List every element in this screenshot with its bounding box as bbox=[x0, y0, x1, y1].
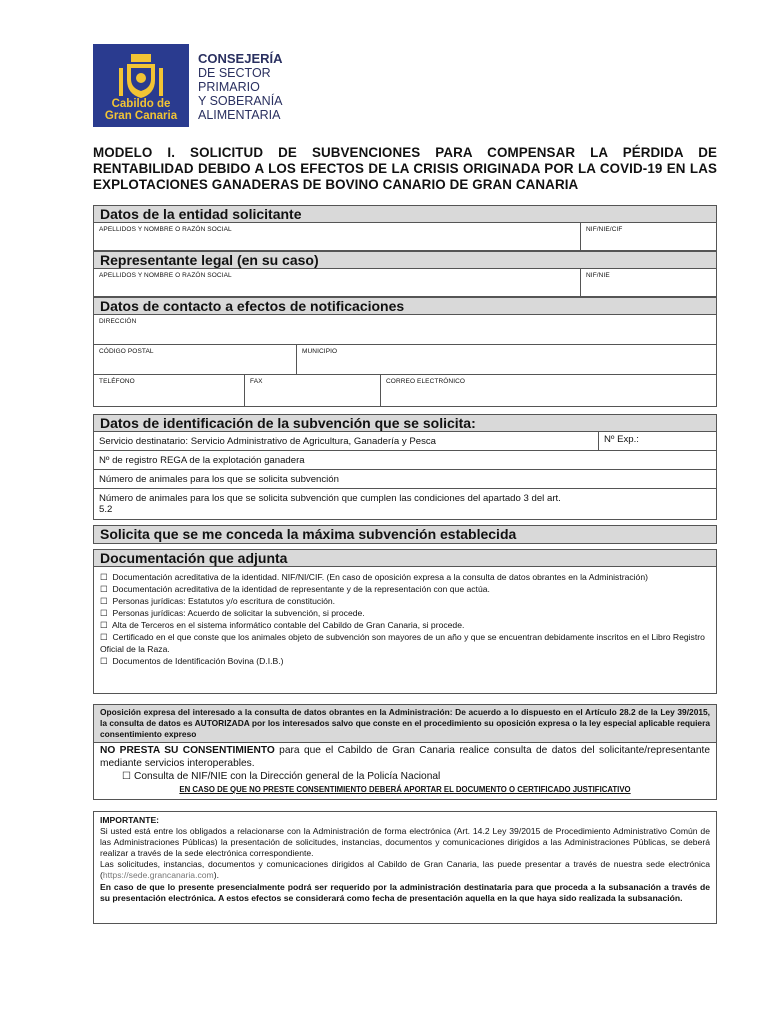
animales-label: Número de animales para los que se solicita subvención bbox=[99, 474, 339, 485]
importante-p1: Si usted está entre los obligados a relacionarse con la Administración de forma electrónica (Art. 14.2 Ley 39/2015 de Procedimiento Administrativo Común de las Administraciones Públicas) la presentación de solicitudes, instancias, documentos y comunicaciones dirigidos a las Administraciones Públicas, se deberá realizar a través de la sede electrónica correspondiente. bbox=[100, 826, 710, 859]
fax-field[interactable] bbox=[244, 375, 380, 406]
telefono-row[interactable] bbox=[93, 374, 717, 407]
importante-p2 bbox=[100, 859, 710, 881]
nif-field[interactable] bbox=[580, 223, 716, 250]
animales-cond-field[interactable] bbox=[93, 488, 717, 520]
correo-field[interactable] bbox=[380, 375, 716, 406]
rega-field[interactable] bbox=[93, 450, 717, 470]
servicio-text: Servicio destinatario: Servicio Administrativo de Agricultura, Ganadería y Pesca bbox=[99, 436, 437, 447]
doc-checkbox-item[interactable]: ☐ Documentos de Identificación Bovina (D.I.B.) bbox=[100, 656, 284, 666]
importante-heading: IMPORTANTE: bbox=[100, 815, 160, 825]
doc-checkbox-item[interactable]: ☐ Documentación acreditativa de la identidad de representante y de la representación con que actúa. bbox=[100, 584, 490, 594]
no-presta-bold: NO PRESTA SU CONSENTIMIENTO bbox=[100, 745, 275, 756]
consejeria-line: PRIMARIO bbox=[198, 80, 260, 94]
doc-checkbox-item[interactable]: ☐ Alta de Terceros en el sistema informático contable del Cabildo de Gran Canaria, si procede. bbox=[100, 620, 465, 630]
consejeria-line: ALIMENTARIA bbox=[198, 108, 281, 122]
exp-label: Nº Exp.: bbox=[604, 434, 639, 445]
cabildo-logo bbox=[93, 44, 189, 127]
consejeria-line: DE SECTOR bbox=[198, 66, 271, 80]
sede-link[interactable]: https://sede.grancanaria.com bbox=[102, 870, 214, 881]
consejeria-text bbox=[198, 52, 283, 122]
name-label: APELLIDOS Y NOMBRE O RAZÓN SOCIAL bbox=[99, 272, 232, 279]
fax-label: FAX bbox=[250, 378, 263, 385]
maxima-heading: Solicita que se me conceda la máxima subvención establecida bbox=[93, 525, 717, 544]
representante-row[interactable] bbox=[93, 268, 717, 297]
consulta-checkbox[interactable]: ☐ Consulta de NIF/NIE con la Dirección general de la Policía Nacional bbox=[122, 771, 441, 782]
no-presta-rest: para que el Cabildo de Gran Canaria realice consulta de datos del solicitante/representante mediante servicios interoperables. bbox=[100, 745, 710, 769]
importante-box bbox=[93, 811, 717, 924]
page-title: MODELO I. SOLICITUD DE SUBVENCIONES PARA COMPENSAR LA PÉRDIDA DE RENTABILIDAD DEBIDO A LOS EFECTOS DE LA CRISIS ORIGINADA POR LA COVID-19 EN LAS EXPLOTACIONES GANADERAS DE BOVINO CANARIO DE GRAN CANARIA bbox=[93, 145, 717, 192]
consejeria-line: Y SOBERANÍA bbox=[198, 94, 283, 108]
section-heading-representante: Representante legal (en su caso) bbox=[93, 251, 717, 269]
correo-label: CORREO ELECTRÓNICO bbox=[386, 378, 466, 385]
caso-text: EN CASO DE QUE NO PRESTE CONSENTIMIENTO DEBERÁ APORTAR EL DOCUMENTO O CERTIFICADO JUSTIFICATIVO bbox=[179, 785, 631, 794]
doc-checkbox-item[interactable]: ☐ Certificado en el que conste que los animales objeto de subvención son mayores de un año y que se encuentran debidamente inscritos en el Libro Registro Oficial de la Raza. bbox=[100, 632, 708, 654]
consejeria-line: CONSEJERÍA bbox=[198, 51, 283, 66]
direccion-label: DIRECCIÓN bbox=[99, 318, 137, 325]
nif-label: NIF/NIE/CIF bbox=[586, 226, 623, 233]
section-heading-documentacion: Documentación que adjunta bbox=[93, 549, 717, 567]
importante-p2-end: ). bbox=[213, 870, 219, 881]
importante-p3: En caso de que lo presente presencialmente podrá ser requerido por la administración destinataria para que proceda a la subsanación a través de su presentación electrónica. A estos efectos se considerará como fecha de presentación aquella en la que haya sido realizada la subsanación. bbox=[100, 881, 710, 903]
animales-cond-label: Número de animales para los que se solicita subvención que cumplen las condiciones del apartado 3 del art. 5.2 bbox=[99, 493, 561, 515]
oposicion-heading: Oposición expresa del interesado a la consulta de datos obrantes en la Administración: De acuerdo a lo dispuesto en el Artículo 28.2 de la Ley 39/2015, la consulta de datos es AUTORIZADA por los interesados salvo que conste en el procedimiento su oposición expresa o la ley especial aplicable requiera consentimiento expreso bbox=[94, 705, 716, 743]
animales-field[interactable] bbox=[93, 469, 717, 489]
municipio-field[interactable] bbox=[296, 345, 716, 374]
nif-field[interactable] bbox=[580, 269, 716, 296]
importante-p2-text: Las solicitudes, instancias, documentos y comunicaciones dirigidos al Cabildo de Gran Canaria, las puede presentar a través de nuestra sede electrónica ( bbox=[100, 859, 710, 881]
cp-label: CÓDIGO POSTAL bbox=[99, 348, 154, 355]
direccion-field[interactable] bbox=[93, 314, 717, 345]
doc-checkbox-item[interactable]: ☐ Personas jurídicas: Acuerdo de solicitar la subvención, si procede. bbox=[100, 608, 365, 618]
section-heading-entidad: Datos de la entidad solicitante bbox=[93, 205, 717, 223]
no-presta-paragraph bbox=[94, 743, 716, 770]
rega-label: Nº de registro REGA de la explotación ganadera bbox=[99, 455, 305, 466]
municipio-label: MUNICIPIO bbox=[302, 348, 338, 355]
section-heading-subvencion: Datos de identificación de la subvención que se solicita: bbox=[93, 414, 717, 432]
telefono-label: TELÉFONO bbox=[99, 378, 135, 385]
logo-line1: Cabildo de bbox=[111, 98, 171, 110]
doc-checkbox-item[interactable]: ☐ Documentación acreditativa de la identidad. NIF/NI/CIF. (En caso de oposición expresa a la consulta de datos obrantes en la Administración) bbox=[100, 572, 648, 582]
name-label: APELLIDOS Y NOMBRE O RAZÓN SOCIAL bbox=[99, 226, 232, 233]
servicio-row bbox=[93, 431, 717, 451]
exp-field[interactable] bbox=[598, 432, 716, 450]
entidad-row[interactable] bbox=[93, 222, 717, 251]
logo-line2: Gran Canaria bbox=[104, 110, 178, 122]
section-heading-contacto: Datos de contacto a efectos de notificaciones bbox=[93, 297, 717, 315]
cp-municipio-row[interactable] bbox=[93, 344, 717, 375]
documentacion-list bbox=[93, 566, 717, 694]
nif-label: NIF/NIE bbox=[586, 272, 610, 279]
doc-checkbox-item[interactable]: ☐ Personas jurídicas: Estatutos y/o escritura de constitución. bbox=[100, 596, 336, 606]
oposicion-box bbox=[93, 704, 717, 800]
